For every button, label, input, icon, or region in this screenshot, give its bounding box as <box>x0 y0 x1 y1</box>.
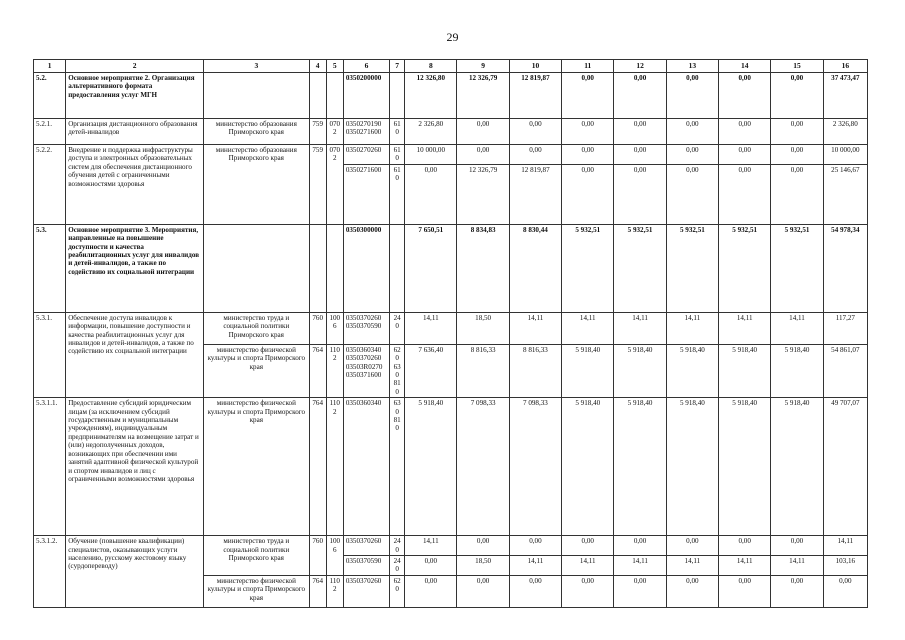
row-code: 0350370260 <box>343 575 389 607</box>
row-grbs: 764 <box>309 575 326 607</box>
value-cell: 10 000,00 <box>405 145 457 165</box>
value-cell: 14,11 <box>719 312 771 344</box>
value-cell: 5 918,40 <box>562 344 614 397</box>
value-cell: 5 932,51 <box>771 224 823 312</box>
value-cell: 0,00 <box>614 73 666 119</box>
value-cell: 14,11 <box>614 312 666 344</box>
row-number: 5.2.1. <box>34 119 66 145</box>
value-cell: 18,50 <box>457 312 509 344</box>
value-cell: 0,00 <box>719 164 771 224</box>
value-cell: 0,00 <box>562 575 614 607</box>
value-cell: 0,00 <box>771 73 823 119</box>
row-number: 5.3. <box>34 224 66 312</box>
value-cell: 0,00 <box>771 164 823 224</box>
row-name: Предоставление субсидий юридическим лицам (за исключением субсидий государственным и муниципальным учреждениям), индивидуальным предпринимателям на возмещение затрат и (или) недополученных доходов, возникающих при обеспечении ими занятий адаптивной физической культурой и спортом инвалидов и лиц с ограниченными возможностями здоровья <box>66 398 204 536</box>
value-cell: 54 978,34 <box>823 224 867 312</box>
row-vr: 240 <box>390 536 405 556</box>
value-cell: 0,00 <box>405 556 457 576</box>
value-cell: 14,11 <box>405 312 457 344</box>
value-cell: 5 918,40 <box>666 344 718 397</box>
row-executor: министерство физической культуры и спорта Приморского края <box>204 575 310 607</box>
value-cell: 5 932,51 <box>719 224 771 312</box>
value-cell: 0,00 <box>457 119 509 145</box>
value-cell: 0,00 <box>719 73 771 119</box>
value-cell: 7 650,51 <box>405 224 457 312</box>
row-rz: 0702 <box>326 119 343 145</box>
value-cell: 0,00 <box>562 119 614 145</box>
col-header: 5 <box>326 60 343 73</box>
budget-table <box>33 59 868 608</box>
table-row <box>34 398 868 536</box>
value-cell: 0,00 <box>405 164 457 224</box>
row-name: Организация дистанционного образования детей-инвалидов <box>66 119 204 145</box>
page-number: 29 <box>446 30 459 44</box>
value-cell: 0,00 <box>719 145 771 165</box>
value-cell: 14,11 <box>509 556 561 576</box>
row-code: 0350370590 <box>343 556 389 576</box>
row-code: 0350360340 <box>343 398 389 536</box>
value-cell: 0,00 <box>614 536 666 556</box>
value-cell: 14,11 <box>562 556 614 576</box>
table-row <box>34 312 868 344</box>
value-cell: 37 473,47 <box>823 73 867 119</box>
value-cell: 10 000,00 <box>823 145 867 165</box>
col-header: 2 <box>66 60 204 73</box>
value-cell: 0,00 <box>719 536 771 556</box>
row-rz: 1102 <box>326 398 343 536</box>
value-cell: 5 918,40 <box>719 398 771 536</box>
value-cell: 5 918,40 <box>405 398 457 536</box>
value-cell: 0,00 <box>719 119 771 145</box>
value-cell: 0,00 <box>823 575 867 607</box>
value-cell: 5 932,51 <box>562 224 614 312</box>
row-grbs: 764 <box>309 398 326 536</box>
col-header: 11 <box>562 60 614 73</box>
value-cell: 0,00 <box>614 119 666 145</box>
value-cell: 12 326,80 <box>405 73 457 119</box>
row-name: Основное мероприятие 3. Мероприятия, направленные на повышение доступности и качества реабилитационных услуг для инвалидов и детей-инвалидов, а также по содействию их социальной интеграции <box>66 224 204 312</box>
value-cell: 12 819,87 <box>509 73 561 119</box>
row-executor: министерство образования Приморского края <box>204 145 310 225</box>
value-cell: 14,11 <box>562 312 614 344</box>
col-header: 16 <box>823 60 867 73</box>
value-cell: 8 816,33 <box>509 344 561 397</box>
row-executor: министерство труда и социальной политики Приморского края <box>204 536 310 576</box>
value-cell: 8 830,44 <box>509 224 561 312</box>
table-row <box>34 536 868 556</box>
col-header: 3 <box>204 60 310 73</box>
row-vr: 610 <box>390 164 405 224</box>
row-code: 0350370260 <box>343 536 389 556</box>
row-number: 5.2. <box>34 73 66 119</box>
value-cell: 18,50 <box>457 556 509 576</box>
value-cell: 0,00 <box>666 164 718 224</box>
row-vr: 630 810 <box>390 398 405 536</box>
table-row <box>34 145 868 165</box>
row-name: Обеспечение доступа инвалидов к информации, повышение доступности и качества реабилитационных услуг для инвалидов и детей-инвалидов, а также по содействию их социальной интеграции <box>66 312 204 397</box>
value-cell: 0,00 <box>771 575 823 607</box>
col-header: 8 <box>405 60 457 73</box>
value-cell: 0,00 <box>562 536 614 556</box>
value-cell: 0,00 <box>509 575 561 607</box>
value-cell: 5 918,40 <box>771 398 823 536</box>
table-row <box>34 224 868 312</box>
row-rz: 1102 <box>326 344 343 397</box>
value-cell: 5 918,40 <box>719 344 771 397</box>
row-code: 0350271600 <box>343 164 389 224</box>
value-cell: 103,16 <box>823 556 867 576</box>
col-header: 9 <box>457 60 509 73</box>
value-cell: 0,00 <box>614 575 666 607</box>
row-code: 0350270260 <box>343 145 389 165</box>
value-cell: 0,00 <box>457 145 509 165</box>
row-executor: министерство физической культуры и спорта Приморского края <box>204 398 310 536</box>
value-cell: 5 918,40 <box>614 398 666 536</box>
table-row <box>34 119 868 145</box>
row-grbs: 759 <box>309 119 326 145</box>
row-code: 0350300000 <box>343 224 389 312</box>
value-cell: 14,11 <box>666 556 718 576</box>
value-cell: 0,00 <box>614 145 666 165</box>
value-cell: 2 326,80 <box>823 119 867 145</box>
col-header: 6 <box>343 60 389 73</box>
value-cell: 0,00 <box>562 73 614 119</box>
value-cell: 14,11 <box>666 312 718 344</box>
value-cell: 0,00 <box>666 536 718 556</box>
value-cell: 5 932,51 <box>666 224 718 312</box>
col-header: 13 <box>666 60 718 73</box>
value-cell: 12 819,87 <box>509 164 561 224</box>
row-executor: министерство образования Приморского края <box>204 119 310 145</box>
value-cell: 0,00 <box>666 145 718 165</box>
table-row <box>34 73 868 119</box>
row-grbs: 760 <box>309 312 326 344</box>
value-cell: 0,00 <box>771 119 823 145</box>
value-cell: 5 918,40 <box>562 398 614 536</box>
value-cell: 0,00 <box>457 575 509 607</box>
row-code: 0350270190 0350271600 <box>343 119 389 145</box>
col-header: 4 <box>309 60 326 73</box>
value-cell: 14,11 <box>614 556 666 576</box>
value-cell: 14,11 <box>719 556 771 576</box>
row-vr: 610 <box>390 119 405 145</box>
col-header: 7 <box>390 60 405 73</box>
col-header: 1 <box>34 60 66 73</box>
col-header: 10 <box>509 60 561 73</box>
row-rz: 1006 <box>326 536 343 576</box>
value-cell: 0,00 <box>666 119 718 145</box>
row-number: 5.3.1.2. <box>34 536 66 608</box>
value-cell: 0,00 <box>509 119 561 145</box>
row-grbs: 760 <box>309 536 326 576</box>
value-cell: 0,00 <box>771 145 823 165</box>
value-cell: 8 816,33 <box>457 344 509 397</box>
row-code: 0350200000 <box>343 73 389 119</box>
value-cell: 7 098,33 <box>509 398 561 536</box>
value-cell: 12 326,79 <box>457 164 509 224</box>
row-number: 5.3.1.1. <box>34 398 66 536</box>
value-cell: 14,11 <box>771 556 823 576</box>
row-vr: 620 <box>390 575 405 607</box>
value-cell: 0,00 <box>719 575 771 607</box>
value-cell: 0,00 <box>509 145 561 165</box>
value-cell: 0,00 <box>405 575 457 607</box>
row-vr: 240 <box>390 556 405 576</box>
row-rz: 0702 <box>326 145 343 225</box>
row-vr: 240 <box>390 312 405 344</box>
row-code: 0350370260 0350370590 <box>343 312 389 344</box>
value-cell: 117,27 <box>823 312 867 344</box>
value-cell: 54 861,07 <box>823 344 867 397</box>
value-cell: 5 918,40 <box>771 344 823 397</box>
col-header: 14 <box>719 60 771 73</box>
value-cell: 0,00 <box>562 164 614 224</box>
value-cell: 7 636,40 <box>405 344 457 397</box>
value-cell: 0,00 <box>614 164 666 224</box>
row-executor: министерство труда и социальной политики Приморского края <box>204 312 310 344</box>
row-grbs: 759 <box>309 145 326 225</box>
value-cell: 12 326,79 <box>457 73 509 119</box>
row-code: 0350360340 0350370260 03503R0270 0350371600 <box>343 344 389 397</box>
row-name: Обучение (повышение квалификации) специалистов, оказывающих услуги населению, русскому жестовому языку (сурдопереводу) <box>66 536 204 608</box>
row-executor: министерство физической культуры и спорта Приморского края <box>204 344 310 397</box>
value-cell: 0,00 <box>457 536 509 556</box>
table-header-row <box>34 60 868 73</box>
row-number: 5.2.2. <box>34 145 66 225</box>
row-vr: 620 630 810 <box>390 344 405 397</box>
value-cell: 25 146,67 <box>823 164 867 224</box>
value-cell: 0,00 <box>666 575 718 607</box>
col-header: 15 <box>771 60 823 73</box>
row-rz: 1006 <box>326 312 343 344</box>
value-cell: 0,00 <box>666 73 718 119</box>
value-cell: 5 932,51 <box>614 224 666 312</box>
value-cell: 7 098,33 <box>457 398 509 536</box>
value-cell: 49 707,07 <box>823 398 867 536</box>
value-cell: 14,11 <box>771 312 823 344</box>
value-cell: 0,00 <box>562 145 614 165</box>
value-cell: 14,11 <box>509 312 561 344</box>
row-name: Основное мероприятие 2. Организация альтернативного формата предоставления услуг МГН <box>66 73 204 119</box>
value-cell: 0,00 <box>771 536 823 556</box>
row-name: Внедрение и поддержка инфраструктуры доступа и электронных образовательных систем для обеспечения дистанционного обучения детей с ограниченными возможностями здоровья <box>66 145 204 225</box>
value-cell: 5 918,40 <box>614 344 666 397</box>
value-cell: 14,11 <box>823 536 867 556</box>
row-rz: 1102 <box>326 575 343 607</box>
row-number: 5.3.1. <box>34 312 66 397</box>
value-cell: 2 326,80 <box>405 119 457 145</box>
value-cell: 8 834,83 <box>457 224 509 312</box>
row-vr: 610 <box>390 145 405 165</box>
row-grbs: 764 <box>309 344 326 397</box>
value-cell: 5 918,40 <box>666 398 718 536</box>
value-cell: 14,11 <box>405 536 457 556</box>
value-cell: 0,00 <box>509 536 561 556</box>
col-header: 12 <box>614 60 666 73</box>
